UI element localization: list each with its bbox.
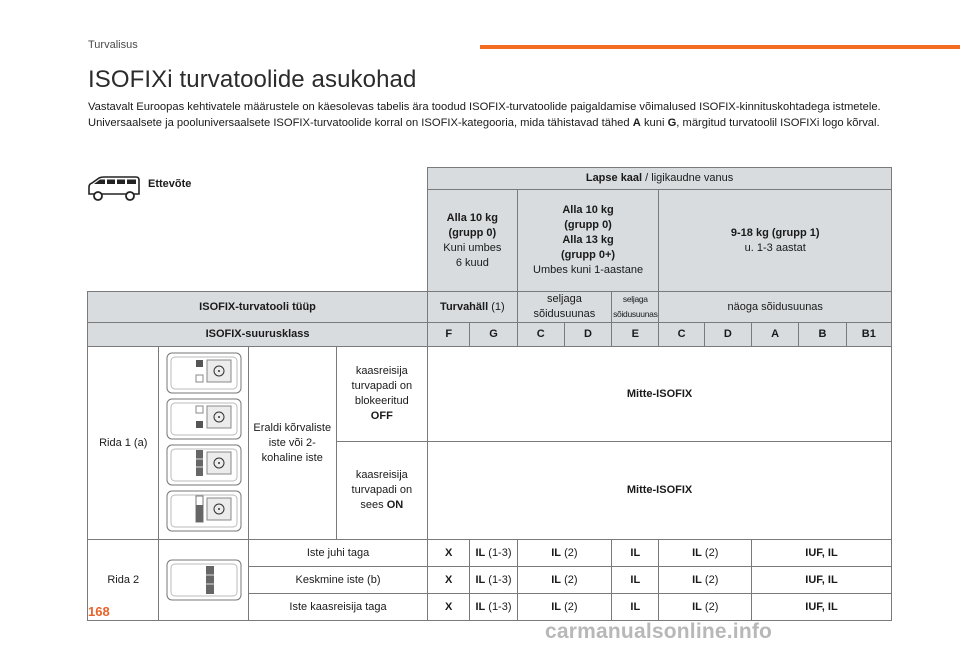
section-label: Turvalisus: [88, 39, 138, 51]
size-class: F: [428, 323, 470, 347]
car-layout-1: [167, 353, 241, 393]
page-number: 168: [88, 604, 110, 619]
size-class: G: [470, 323, 517, 347]
row1-airbag-off-value: Mitte-ISOFIX: [428, 347, 892, 442]
cell-x: X: [428, 594, 470, 621]
front-seat-layout-icon: [162, 351, 246, 535]
car-layout-4: [167, 491, 241, 531]
size-class: C: [517, 323, 564, 347]
page-title: ISOFIXi turvatoolide asukohad: [88, 66, 417, 93]
weight-group-0: Alla 10 kg (grupp 0) Kuni umbes 6 kuud: [428, 190, 518, 292]
cell-il-2: IL (2): [517, 594, 612, 621]
cell-il: IL (1-3): [470, 594, 517, 621]
cell-x: X: [428, 540, 470, 567]
isofix-size-label: ISOFIX-suurusklass: [88, 323, 428, 347]
type-carrycot: Turvahäll (1): [428, 292, 518, 323]
type-rear-facing-small: seljaga sõidusuunas: [612, 292, 659, 323]
size-class: B1: [846, 323, 891, 347]
type-forward-facing: näoga sõidusuunas: [659, 292, 892, 323]
cell-il-4: IL (2): [659, 567, 752, 594]
size-class: E: [612, 323, 659, 347]
vehicle-label: Ettevõte: [148, 178, 192, 190]
cell-il-3: IL: [612, 567, 659, 594]
weight-group-1: 9-18 kg (grupp 1) u. 1-3 aastat: [659, 190, 892, 292]
row2-seat-diagram: [159, 540, 249, 621]
child-weight-header: Lapse kaal / ligikaudne vanus: [428, 168, 892, 190]
type-rear-facing: seljaga sõidusuunas: [517, 292, 612, 323]
van-icon: [86, 175, 142, 203]
car-layout-3: [167, 445, 241, 485]
cell-il-2: IL (2): [517, 567, 612, 594]
size-class: B: [799, 323, 846, 347]
size-class: D: [704, 323, 751, 347]
size-class: C: [659, 323, 704, 347]
watermark: carmanualsonline.info: [545, 620, 773, 643]
row2-seat-center: Keskmine iste (b): [248, 567, 427, 594]
cell-iuf-il: IUF, IL: [752, 540, 892, 567]
cell-il: IL (1-3): [470, 540, 517, 567]
row1-airbag-on: kaasreisija turvapadi on sees ON: [336, 442, 428, 540]
cell-x: X: [428, 567, 470, 594]
row2-seat-behind-passenger: Iste kaasreisija taga: [248, 594, 427, 621]
rear-seat-layout-icon: [162, 557, 246, 603]
size-class: A: [752, 323, 799, 347]
cell-iuf-il: IUF, IL: [752, 594, 892, 621]
intro-paragraph-2: Universaalsete ja pooluniversaalsete ISOFIX-turvatoolide korral on ISOFIX-kategooria, mida tähistavad tähed A kuni G, märgitud turvatoolil ISOFIXi logo kõrval.: [88, 117, 880, 130]
row1-airbag-on-value: Mitte-ISOFIX: [428, 442, 892, 540]
weight-group-0plus: Alla 10 kg (grupp 0) Alla 13 kg (grupp 0+) Umbes kuni 1-aastane: [517, 190, 659, 292]
cell-il: IL (1-3): [470, 567, 517, 594]
isofix-table: [87, 167, 892, 621]
cell-iuf-il: IUF, IL: [752, 567, 892, 594]
header-accent-bar: [480, 45, 960, 49]
row2-seat-behind-driver: Iste juhi taga: [248, 540, 427, 567]
row1-seat-description: Eraldi kõrvaliste iste või 2-kohaline iste: [248, 347, 336, 540]
cell-il-4: IL (2): [659, 540, 752, 567]
isofix-type-label: ISOFIX-turvatooli tüüp: [88, 292, 428, 323]
row2-label: Rida 2: [88, 540, 159, 621]
size-class: D: [564, 323, 611, 347]
cell-il-3: IL: [612, 540, 659, 567]
cell-il-3: IL: [612, 594, 659, 621]
row1-seat-diagrams: [159, 347, 249, 540]
cell-il-2: IL (2): [517, 540, 612, 567]
car-layout-2: [167, 399, 241, 439]
intro-paragraph-1: Vastavalt Euroopas kehtivatele määrustele on käesolevas tabelis ära toodud ISOFIX-turvatoolide paigaldamise võimalused ISOFIX-kinnituskohtadega istmetele.: [88, 101, 881, 113]
row1-label: Rida 1 (a): [88, 347, 159, 540]
intro-text: [88, 99, 888, 132]
row1-airbag-off: kaasreisija turvapadi on blokeeritud OFF: [336, 347, 428, 442]
cell-il-4: IL (2): [659, 594, 752, 621]
